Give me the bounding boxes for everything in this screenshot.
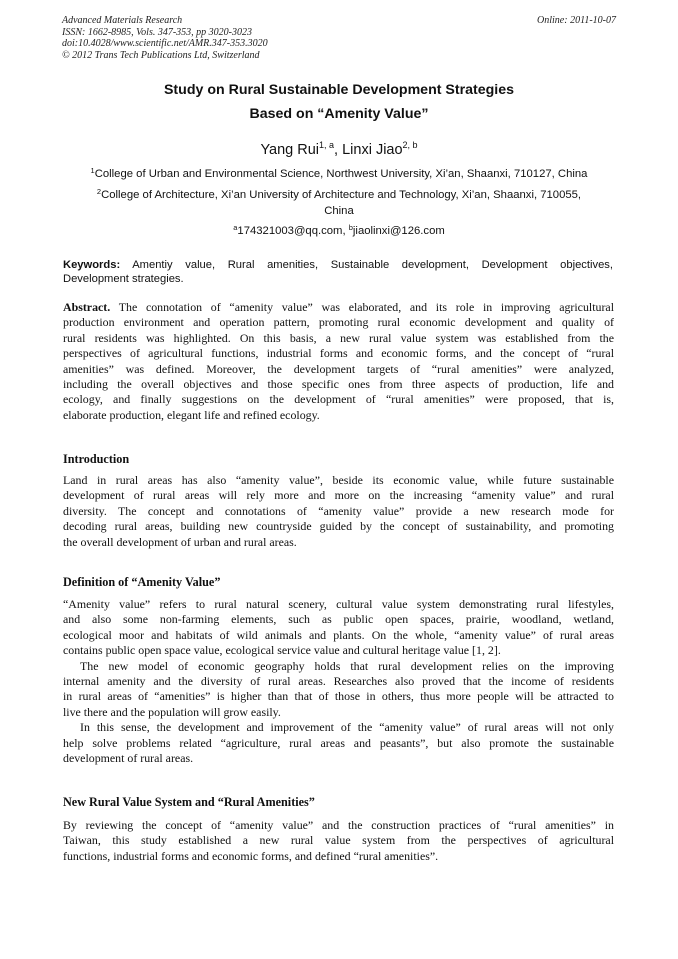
author-1-superscript: 1, a	[319, 140, 335, 150]
paragraph-line: live there and the population will grow easily.	[63, 704, 281, 719]
keywords-label: Keywords:	[63, 259, 121, 271]
abstract-label: Abstract.	[63, 300, 111, 314]
keywords-text-1: Amentiy value, Rural amenities, Sustainable development, Development objectives,	[120, 259, 613, 271]
paragraph-line: and also some non-farming elements, such as public open spaces, prairie, woodland, wetland,	[63, 612, 614, 627]
paragraph-line: the overall development of urban and rural areas.	[63, 534, 297, 549]
author-separator: ,	[334, 142, 343, 158]
affiliation-2-superscript: 2	[96, 187, 102, 196]
keywords-line-2: Development strategies.	[63, 273, 184, 285]
abstract-line	[63, 300, 614, 315]
new-system-paragraph	[63, 818, 614, 864]
section-heading-introduction: Introduction	[63, 452, 130, 466]
abstract-text: The connotation of “amenity value” was elaborated, and its role in improving agricultural	[110, 300, 614, 314]
email-a[interactable]: 174321003@qq.com,	[237, 225, 349, 237]
author-2-superscript: 2, b	[402, 140, 418, 150]
abstract-line: perspectives of agricultural functions, industrial forms and economic forms, and the concept of “rural	[63, 346, 614, 361]
author-1-name: Yang Rui	[260, 142, 320, 158]
doi-line: doi:10.4028/www.scientific.net/AMR.347-353.3020	[62, 38, 268, 49]
paragraph-line: decoding rural areas, building new countryside guided by the concept of sustainability, and promoting	[63, 519, 614, 534]
paragraph-line: “Amenity value” refers to rural natural scenery, cultural value system demonstrating rural lifestyles,	[63, 597, 614, 611]
paragraph-line: contains public open space value, ecological service value and cultural heritage value [1, 2].	[63, 643, 501, 658]
abstract-line: including the overall objectives and those specific ones from three aspects of production, life and	[63, 376, 614, 391]
paragraph-line: By reviewing the concept of “amenity value” and the construction practices of “rural amenities” in	[63, 818, 614, 832]
email-b-superscript: b	[348, 223, 353, 232]
abstract-line: rural residents was highlighted. On this basis, a new rural value system was established from the	[63, 330, 614, 345]
paragraph-line: Taiwan, this study established a new rural value system from the perspectives of agricultural	[63, 833, 614, 848]
author-emails	[62, 220, 616, 239]
affiliation-1-text: College of Urban and Environmental Science, Northwest University, Xi’an, Shaanxi, 710127, China	[94, 168, 588, 180]
abstract-line: elaborate production, elegant life and refined ecology.	[63, 407, 320, 422]
abstract	[63, 300, 614, 423]
abstract-line: ecology, and finally suggestions on the development of “rural amenities” were proposed, that is,	[63, 392, 614, 407]
email-b[interactable]: jiaolinxi@126.com	[352, 225, 445, 237]
keywords-line-1	[63, 258, 613, 272]
copyright-line: © 2012 Trans Tech Publications Ltd, Switzerland	[62, 49, 260, 61]
abstract-line: amenities” was defined. Moreover, the development targets of “rural amenities” were analyzed,	[63, 361, 614, 376]
journal-name: Advanced Materials Research	[62, 15, 183, 26]
issn-line: ISSN: 1662-8985, Vols. 347-353, pp 3020-3023	[62, 26, 252, 38]
abstract-line: production environment and operation pattern, promoting rural economic development and quality of	[63, 315, 614, 330]
paragraph-line: in rural areas of “amenities” is higher than that of those in others, thus more people will be attracted to	[63, 689, 614, 704]
affiliation-2-text-line-1: College of Architecture, Xi’an University of Architecture and Technology, Xi’an, Shaanxi, 710055,	[101, 189, 582, 201]
keywords-block	[63, 258, 613, 286]
paragraph-line: The new model of economic geography holds that rural development relies on the improving	[80, 658, 614, 673]
author-list	[40, 140, 638, 158]
author-2-name: Linxi Jiao	[342, 142, 403, 158]
paragraph-line: Land in rural areas has also “amenity value”, beside its economic value, while future sustainable	[63, 473, 614, 487]
affiliation-2-text-line-2: China	[324, 205, 354, 217]
section-heading-definition: Definition of “Amenity Value”	[63, 575, 221, 589]
paragraph-line: development of rural areas.	[63, 750, 194, 765]
introduction-paragraph	[63, 473, 614, 550]
affiliation-1-superscript: 1	[90, 166, 95, 175]
affiliation-2	[62, 184, 616, 219]
online-date: Online: 2011-10-07	[537, 15, 616, 26]
paragraph-line: functions, industrial forms and economic forms, and defined “rural amenities”.	[63, 848, 439, 863]
email-a-superscript: a	[233, 223, 238, 232]
definition-paragraphs	[63, 597, 614, 766]
paragraph-line: In this sense, the development and improvement of the “amenity value” of rural areas will not only	[80, 720, 614, 735]
journal-header	[62, 15, 616, 61]
affiliation-1	[62, 163, 616, 182]
paper-title-line-1: Study on Rural Sustainable Development Strategies	[163, 82, 515, 98]
section-heading-new-system: New Rural Value System and “Rural Amenities”	[63, 795, 315, 809]
paper-title-line-2: Based on “Amenity Value”	[249, 106, 429, 122]
paragraph-line: internal amenity and the diversity of rural areas. Researches also proved that the income of residents	[63, 673, 614, 688]
paragraph-line: development of rural areas will rely more and more on the increasing “amenity value” and rural	[63, 488, 614, 503]
paragraph-line: help solve problems related “agriculture, rural areas and peasants”, but also promote the sustainable	[63, 735, 614, 750]
paragraph-line: ecological moor and habitats of wild animals and plants. On the whole, “amenity value” of rural areas	[63, 627, 614, 642]
paragraph-line: diversity. The concept and connotations of “amenity value” provide a new research mode for	[63, 503, 614, 518]
